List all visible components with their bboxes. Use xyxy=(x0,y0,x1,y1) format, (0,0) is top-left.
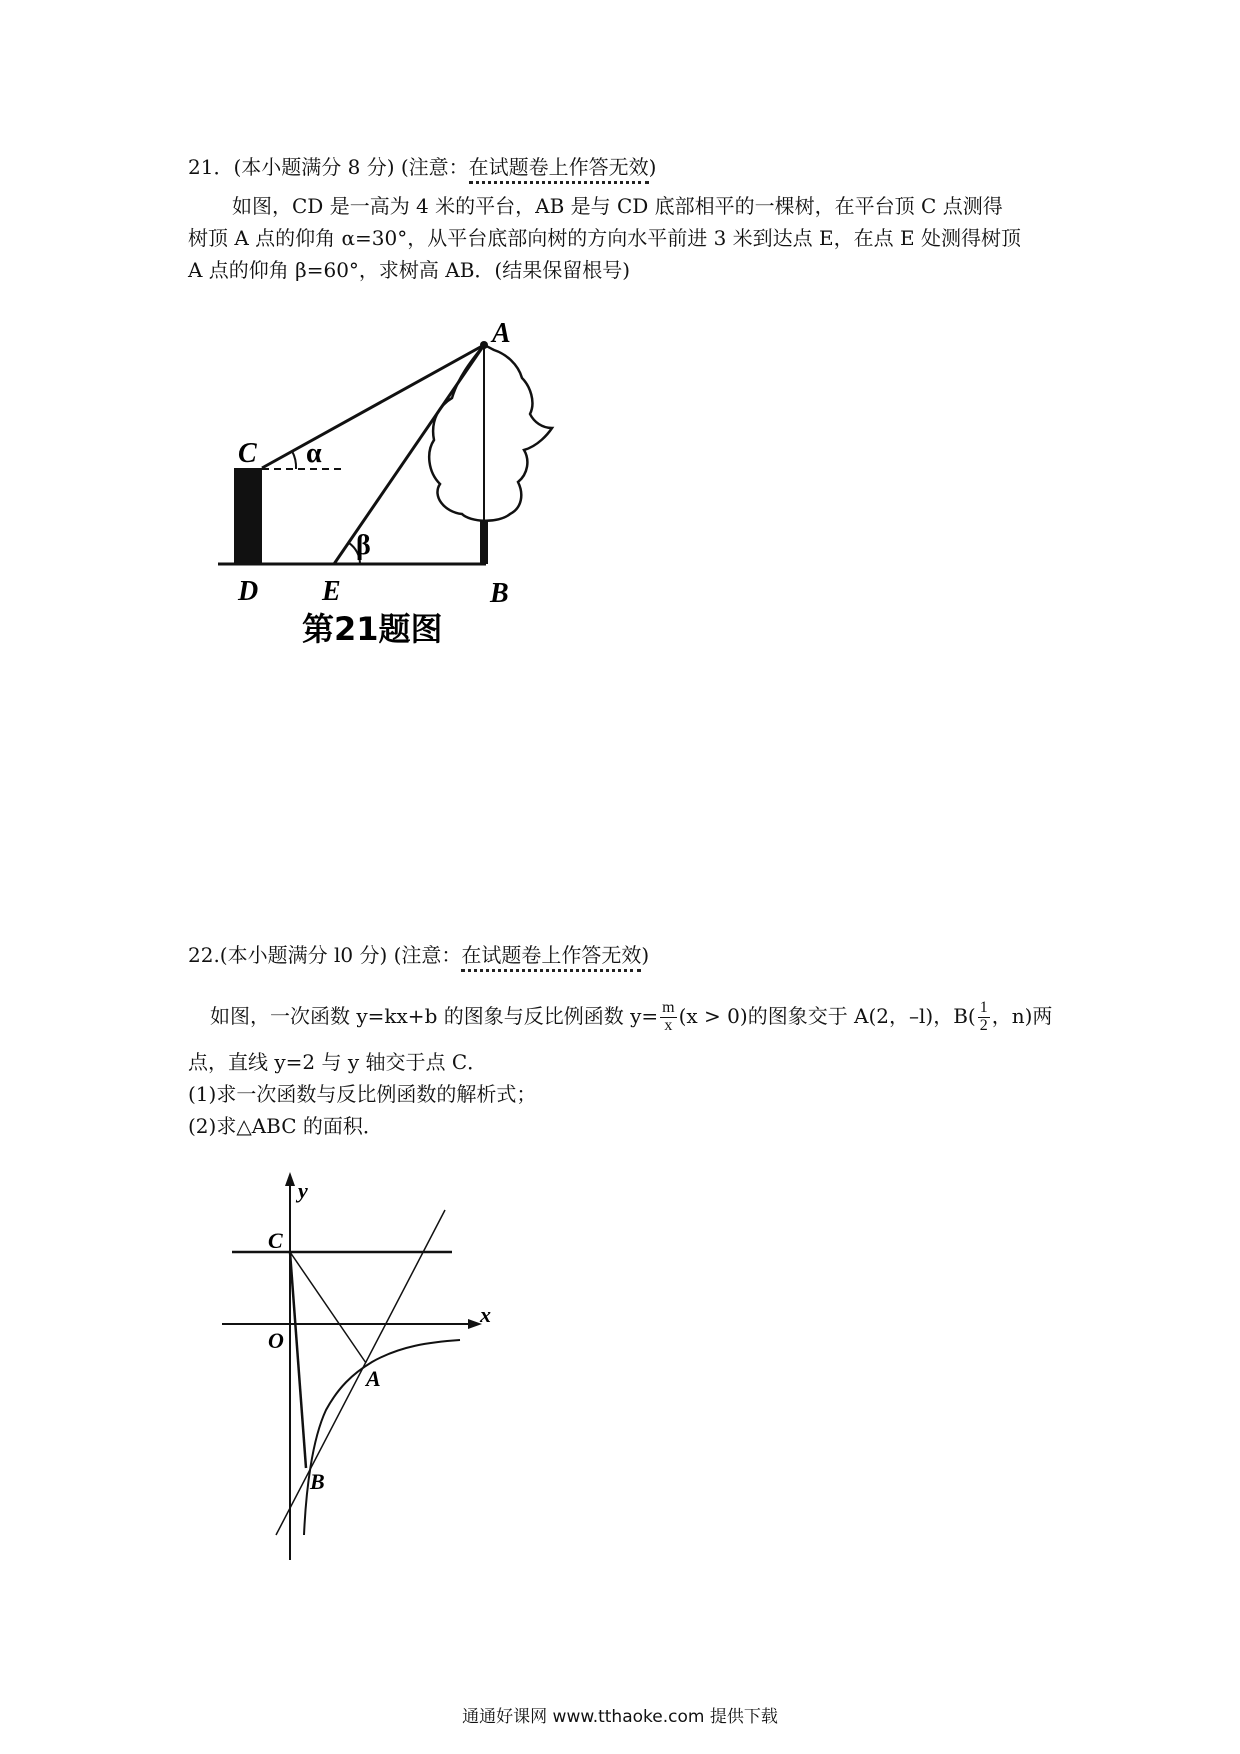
platform-cd xyxy=(234,468,262,564)
q22-text-line1: 如图，一次函数 y=kx+b 的图象与反比例函数 y= $\frac{m}{x}$ (x > 0)的图象交于 A(2，–l)，B( $\frac{1}{2}$ ，n)两 xyxy=(210,999,1053,1034)
q22-text-line2: 点，直线 y=2 与 y 轴交于点 C． xyxy=(188,1050,488,1074)
q22-figure xyxy=(0,1150,1240,1570)
label-d: D xyxy=(238,576,259,607)
q22-sub-question-2: (2)求△ABC 的面积． xyxy=(188,1114,383,1138)
segment-ca xyxy=(290,1252,366,1363)
q22-sub-question-1: (1)求一次函数与反比例函数的解析式； xyxy=(188,1082,537,1106)
q21-text-line2: 树顶 A 点的仰角 α=30°，从平台底部向树的方向水平前进 3 米到达点 E，在点 E 处测得树顶 xyxy=(188,226,1021,250)
segment-cb xyxy=(290,1252,306,1468)
label-a: A xyxy=(366,1366,381,1391)
q21-text-line3: A 点的仰角 β=60°，求树高 AB．(结果保留根号) xyxy=(188,258,631,282)
page-footer: 通通好课网 www.tthaoke.com 提供下载 xyxy=(462,1707,778,1727)
label-alpha: α xyxy=(306,438,322,469)
q22-notice-emphasis: 在试题卷上作答无效 xyxy=(461,943,641,972)
y-axis-arrow xyxy=(285,1172,295,1186)
label-b: B xyxy=(490,578,509,609)
label-beta: β xyxy=(356,530,371,561)
tree-trunk xyxy=(480,520,488,564)
line-ca xyxy=(262,345,484,468)
q21-text-line1: 如图，CD 是一高为 4 米的平台，AB 是与 CD 底部相平的一棵树，在平台顶 C 点测得 xyxy=(232,194,1003,218)
q22-header: 22.(本小题满分 l0 分) (注意：在试题卷上作答无效) xyxy=(188,945,649,965)
q21-figure xyxy=(0,0,1240,700)
label-y: y xyxy=(298,1178,308,1203)
tree-crown xyxy=(429,345,552,521)
linear-function-line xyxy=(276,1210,445,1535)
q21-header: 21．(本小题满分 8 分) (注意：在试题卷上作答无效) xyxy=(188,157,656,177)
fraction-m-over-x: $\frac{m}{x}$ xyxy=(662,999,675,1034)
label-b: B xyxy=(310,1469,325,1494)
label-x: x xyxy=(480,1302,491,1327)
point-a xyxy=(480,341,488,349)
q21-notice-emphasis: 在试题卷上作答无效 xyxy=(469,155,649,184)
angle-alpha-arc xyxy=(292,451,296,469)
label-c: C xyxy=(268,1228,283,1253)
label-a: A xyxy=(492,318,511,349)
label-c: C xyxy=(238,438,257,469)
label-e: E xyxy=(322,576,341,607)
figure-caption: 第21题图 xyxy=(302,610,443,648)
fraction-one-half: $\frac{1}{2}$ xyxy=(979,999,988,1034)
label-o: O xyxy=(268,1328,284,1353)
